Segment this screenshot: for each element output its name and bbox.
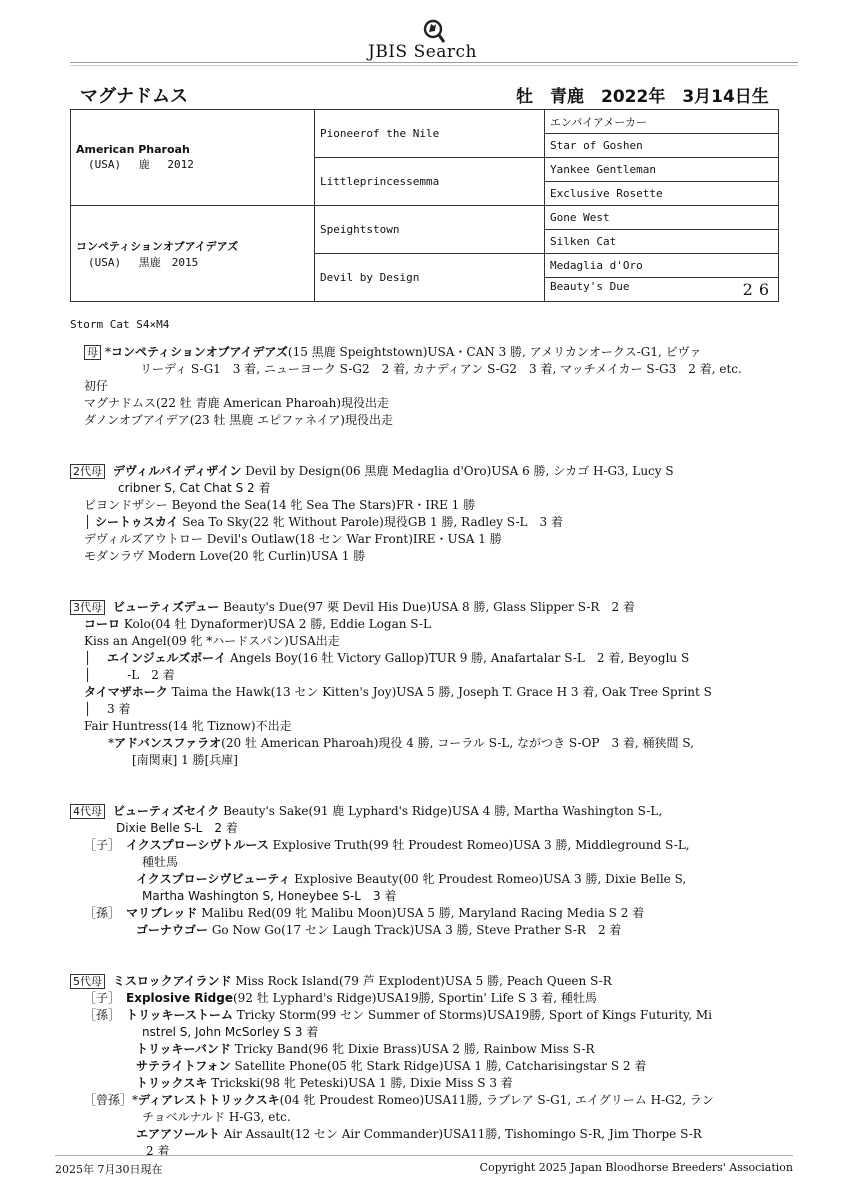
pedigree-g3: Yankee Gentleman [545,158,779,182]
g4-link[interactable]: ビューティズセイク [112,804,220,818]
pedigree-sire [71,110,315,206]
pedigree-g3: Silken Cat [545,230,779,254]
g3-link[interactable]: ビューティズデュー [112,600,220,614]
g3-name: Beauty's Due [550,280,630,293]
g2-tag: 2代母 [70,464,105,479]
pedigree-g2: Devil by Design [315,254,545,302]
dam-link[interactable]: コンペティションオブアイデアズ [111,345,288,359]
header-divider-2 [70,65,798,66]
footer-date: 2025年 7月30日現在 [55,1163,163,1176]
footer-copyright: Copyright 2025 Japan Bloodhorse Breeders' Association [479,1161,793,1174]
pedigree-dam [71,206,315,302]
dam-tag: 母 [84,345,101,360]
dam-name: コンペティションオブアイデアズ [76,239,239,253]
sire-name: American Pharoah [76,143,190,156]
g2-block: 2代母 デヴィルバイディザイン Devil by Design(06 黒鹿 Medaglia d'Oro)USA 6 勝, シカゴ H-G3, Lucy S cribner S, Cat Chat S 2 着 ビヨンドザシー Beyond the Sea(14 牝 Sea The Stars)FR・IRE 1 勝 │ シートゥスカイ Sea To Sky(22 牝 Without Parole)現役GB 1 勝, Radley S-L 3 着 デヴィルズアウトロー Devil's Outlaw(18 セン War Front)IRE・USA 1 勝 モダンラヴ Modern Love(20 牝 Curlin)USA 1 勝 [70,463,790,565]
pedigree-g2: Littleprincessemma [315,158,545,206]
pedigree-g3: Medaglia d'Oro [545,254,779,278]
pedigree-table [70,109,779,302]
jbis-logo[interactable] [368,18,498,62]
header-divider [70,62,798,63]
pedigree-g3: Exclusive Rosette [545,182,779,206]
g3-tag: 3代母 [70,600,105,615]
g4-tag: 4代母 [70,804,105,819]
inbreeding: Storm Cat S4×M4 [70,318,170,331]
pedigree-number: 26 [742,280,775,299]
footer-divider [55,1155,793,1156]
dam-info: (USA) 黒鹿 2015 [88,255,199,269]
pedigree-g3: Star of Goshen [545,134,779,158]
header [0,10,848,60]
sire-info: (USA) 鹿 2012 [88,158,194,171]
logo-horse-icon [420,18,446,44]
offspring: ダノンオブアイデア(23 牡 黒鹿 エピファネイア)現役出走 [84,413,393,427]
pedigree-g2: Speightstown [315,206,545,254]
g3-block: 3代母 ビューティズデュー Beauty's Due(97 栗 Devil His Due)USA 8 勝, Glass Slipper S-R 2 着 コーロ Kolo(04 牡 Dynaformer)USA 2 勝, Eddie Logan S-L Kiss an Angel(09 牝 *ハードスパン)USA出走 │ エインジェルズボーイ Angels Boy(16 牡 Victory Gallop)TUR 9 勝, Anafartalar S-L 2 着, Beyoglu S │ -L 2 着 タイマザホーク Taima the Hawk(13 セン Kitten's Joy)USA 5 勝, Joseph T. Grace H 3 着, Oak Tree Sprint S │ 3 着 Fair Huntress(14 牝 Tiznow)不出走 *アドバンスファラオ(20 牡 American Pharoah)現役 4 勝, コーラル S-L, ながつき S-OP 3 着, 桶狭間 S, [南関東] 1 勝[兵庫] [70,599,790,769]
horse-name: マグナドムス [80,86,188,107]
g2-link[interactable]: デヴィルバイディザイン [112,464,242,478]
g5-block: 5代母 ミスロックアイランド Miss Rock Island(79 芦 Explodent)USA 5 勝, Peach Queen S-R ［子］ Explosive Ridge(92 牡 Lyphard's Ridge)USA19勝, Sportin' Life S 3 着, 種牡馬 ［孫］ トリッキーストーム Tricky Storm(99 セン Summer of Storms)USA19勝, Sport of Kings Futurity, Mi nstrel S, John McSorley S 3 着 トリッキーバンド Tricky Band(96 牝 Dixie Brass)USA 2 勝, Rainbow Miss S-R サテライトフォン Satellite Phone(05 牝 Stark Ridge)USA 1 勝, Catcharisingstar S 2 着 トリックスキ Trickski(98 牝 Peteski)USA 1 勝, Dixie Miss S 3 着 ［曾孫］*ディアレストトリックスキ(04 牝 Proudest Romeo)USA11勝, ラブレア S-G1, エイグリーム H-G2, ラン チョベルナルド H-G3, etc. エアアソールト Air Assault(12 セン Air Commander)USA11勝, Tishomingo S-R, Jim Thorpe S-R 2 着 [70,973,790,1160]
offspring: マグナドムス(22 牡 青鹿 American Pharoah)現役出走 [84,396,390,410]
g2-offspring-link[interactable]: シートゥスカイ [95,515,179,529]
family-section [70,344,790,1160]
pedigree-g3: エンパイアメーカー [545,110,779,134]
g4-block: 4代母 ビューティズセイク Beauty's Sake(91 鹿 Lyphard's Ridge)USA 4 勝, Martha Washington S-L, Dixie Belle S-L 2 着 ［子］ イクスプローシヴトルース Explosive Truth(99 牡 Proudest Romeo)USA 3 勝, Middleground S-L, 種牡馬 イクスプローシヴビューティ Explosive Beauty(00 牝 Proudest Romeo)USA 3 勝, Dixie Belle S, Martha Washington S, Honeybee S-L 3 着 ［孫］ マリブレッド Malibu Red(09 牝 Malibu Moon)USA 5 勝, Maryland Racing Media S 2 着 ゴーナウゴー Go Now Go(17 セン Laugh Track)USA 3 勝, Steve Prather S-R 2 着 [70,803,790,939]
logo-text: JBIS Search [368,42,478,62]
pedigree-g2: Pioneerof the Nile [315,110,545,158]
dam-block: 母 *コンペティションオブアイデアズ(15 黒鹿 Speightstown)USA・CAN 3 勝, アメリカンオークス-G1, ビヴァ リーディ S-G1 3 着, ニューヨーク S-G2 2 着, カナディアン S-G2 3 着, マッチメイカー S-G3 2 着, etc. 初仔 マグナドムス(22 牡 青鹿 American Pharoah)現役出走 ダノンオブアイデア(23 牡 黒鹿 エピファネイア)現役出走 [70,344,790,429]
g5-link[interactable]: ミスロックアイランド [112,974,232,988]
pedigree-g3-last [545,278,779,302]
g5-tag: 5代母 [70,974,105,989]
pedigree-g3: Gone West [545,206,779,230]
horse-info: 牡 青鹿 2022年 3月14日生 [516,87,769,107]
